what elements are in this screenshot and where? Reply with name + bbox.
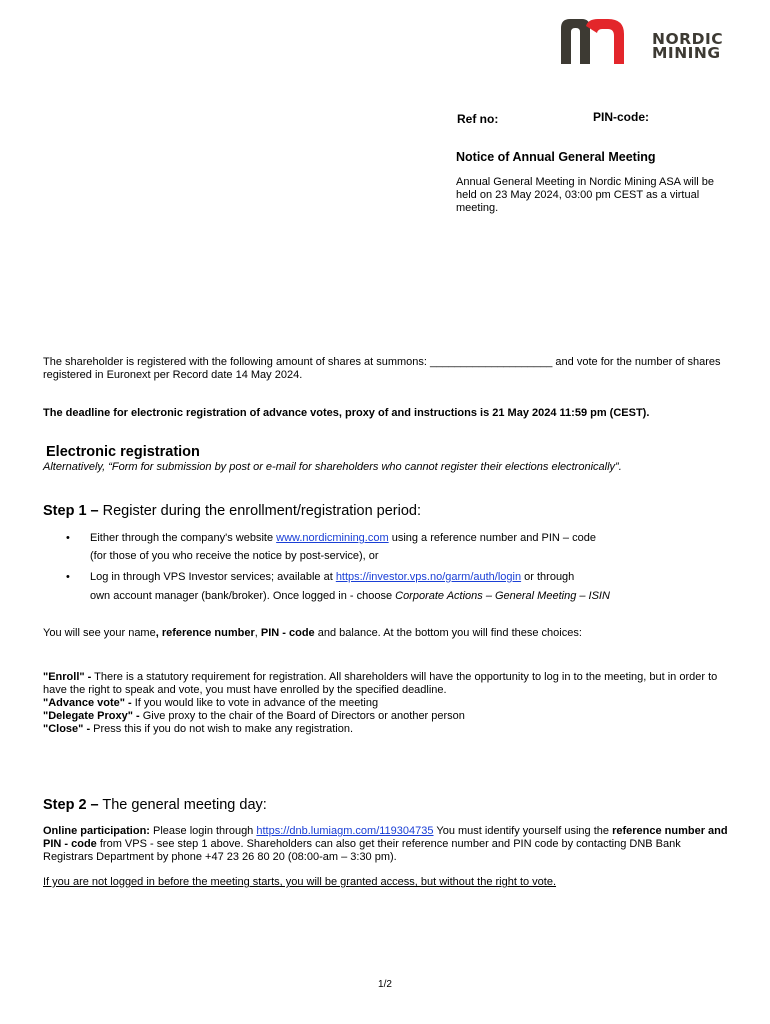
choices-intro-bold-2: PIN - code — [260, 627, 315, 639]
choices-intro-pre: You will see your name — [43, 627, 156, 639]
notice-body: Annual General Meeting in Nordic Mining ASA will be held on 23 May 2024, 03:00 pm CEST as a virtual meeting. — [456, 176, 715, 214]
ref-no-label: Ref no: — [457, 112, 499, 126]
step1-b1-pre: Either through the company's website — [90, 532, 277, 544]
notice-title: Notice of Annual General Meeting — [456, 150, 656, 164]
nordicmining-website-link[interactable]: www.nordicmining.com — [276, 532, 389, 544]
choices-intro-mid: , — [254, 627, 261, 639]
step1-b2-post: or through — [521, 571, 575, 583]
choice-advance-text: If you would like to vote in advance of the meeting — [131, 697, 379, 709]
step2-title: The general meeting day: — [98, 797, 267, 813]
bullet-1: • — [66, 532, 70, 544]
deadline-statement: The deadline for electronic registration of advance votes, proxy of and instructions is 21 May 2024 11:59 pm (CEST). — [43, 407, 650, 419]
step1-bullet-2-line-1 — [90, 571, 730, 584]
choices-intro-post: and balance. At the bottom you will find these choices: — [314, 627, 582, 639]
pin-code-label: PIN-code: — [593, 110, 650, 124]
electronic-registration-heading: Electronic registration — [46, 444, 200, 460]
logo-line-1: NORDIC — [652, 30, 724, 48]
step2-bold: reference number and PIN - code — [43, 825, 728, 850]
step1-bullet-2-line-2 — [90, 590, 730, 603]
step1-b2-pre: Log in through VPS Investor services; available at — [90, 571, 336, 583]
step1-b1-post: using a reference number and PIN – code — [388, 532, 596, 544]
step2-label: Step 2 – — [43, 797, 99, 813]
logo-wordmark — [652, 32, 723, 60]
vps-investor-login-link[interactable]: https://investor.vps.no/garm/auth/login — [335, 571, 522, 583]
electronic-registration-subtitle: Alternatively, “Form for submission by post or e-mail for shareholders who cannot register their elections electronically”. — [43, 461, 622, 473]
choices-intro — [43, 627, 733, 640]
late-login-notice: If you are not logged in before the meeting starts, you will be granted access, but without the right to vote. — [43, 876, 557, 888]
page-number: 1/2 — [378, 979, 392, 990]
step1-heading — [43, 503, 421, 519]
corporate-actions-path: Corporate Actions – General Meeting – ISIN — [395, 590, 610, 602]
choice-advance-vote — [43, 697, 733, 710]
logo-line-2: MINING — [652, 44, 721, 62]
online-participation-paragraph — [43, 825, 733, 864]
lumiagm-meeting-link[interactable]: https://dnb.lumiagm.com/119304735 — [256, 825, 434, 837]
step1-bullet-1-line-2: (for those of you who receive the notice by post-service), or — [90, 550, 379, 562]
choice-close-text: Press this if you do not wish to make any registration. — [90, 723, 354, 735]
shareholder-statement: The shareholder is registered with the following amount of shares at summons: ____________________ and vote for the number of shares registered in Euronext per Record date 14 May 2024. — [43, 356, 721, 381]
step2-text-1: Please login through — [149, 825, 257, 837]
choice-advance-label: "Advance vote" - — [43, 697, 132, 709]
choice-enroll-label: "Enroll" - — [43, 671, 92, 683]
choice-enroll-text: There is a statutory requirement for registration. All shareholders will have the opportunity to log in to the meeting, but in order to have the right to speak and vote, you must have enrolled by the specified deadline. — [43, 671, 718, 696]
bullet-2: • — [66, 571, 70, 583]
choice-proxy-label: "Delegate Proxy" - — [43, 710, 140, 722]
step2-text-2: You must identify yourself using the — [433, 825, 613, 837]
choice-delegate-proxy — [43, 710, 733, 723]
choice-close-label: "Close" - — [43, 723, 91, 735]
step1-bullet-1-line-1 — [90, 532, 730, 545]
choices-intro-bold-1: , reference number — [155, 627, 255, 639]
choice-close — [43, 723, 733, 736]
choice-proxy-text: Give proxy to the chair of the Board of Directors or another person — [139, 710, 465, 722]
online-participation-label: Online participation: — [43, 825, 150, 837]
step1-b2-line2-pre: own account manager (bank/broker). Once logged in - choose — [90, 590, 396, 602]
step2-text-3: from VPS - see step 1 above. Shareholders can also get their reference number and PIN code by contacting DNB Bank Registrars Department by phone +47 23 26 80 20 (08:00-am – 3:30 pm). — [43, 838, 681, 863]
step2-heading — [43, 797, 267, 813]
choice-enroll — [43, 671, 733, 697]
step1-label: Step 1 – — [43, 503, 99, 519]
step1-title: Register during the enrollment/registration period: — [98, 503, 422, 519]
